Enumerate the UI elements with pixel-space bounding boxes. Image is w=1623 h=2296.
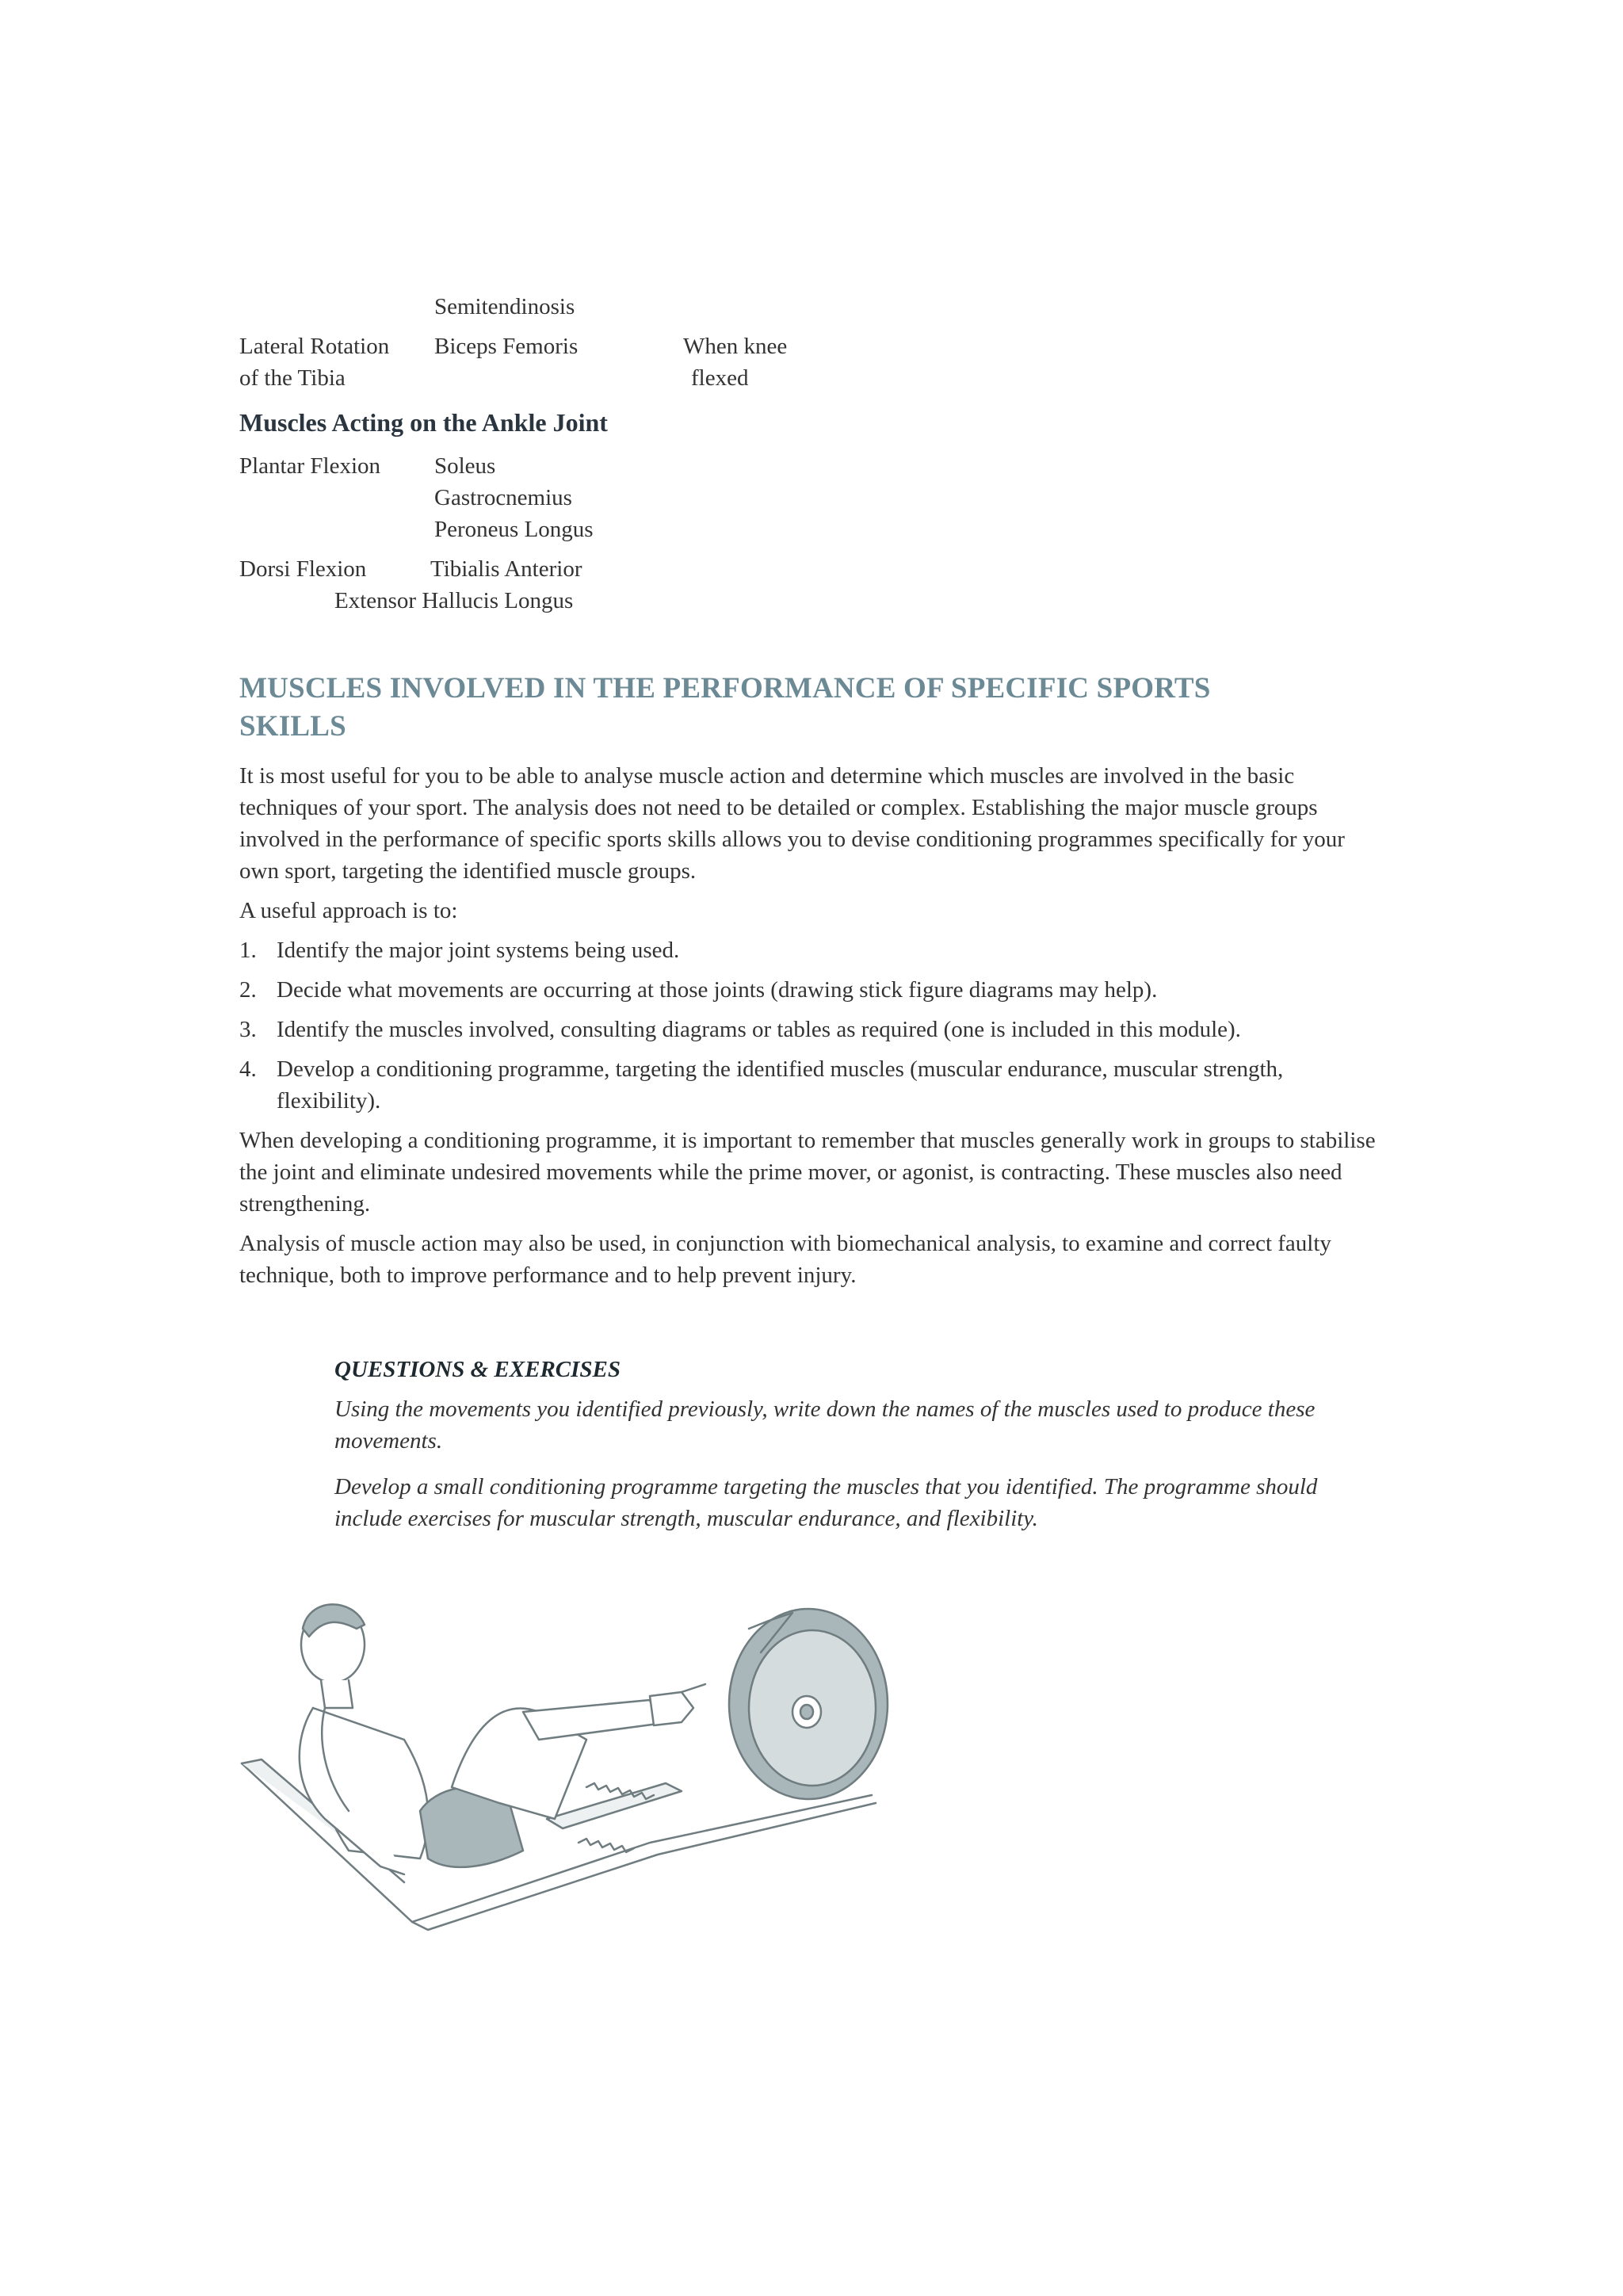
list-item-number: 2.: [239, 977, 257, 1003]
knee-muscle-semitendinosis: Semitendinosis: [434, 294, 575, 319]
list-item-number: 1.: [239, 938, 257, 963]
ankle-muscle-tibialis-anterior: Tibialis Anterior: [430, 556, 582, 582]
list-item: [239, 934, 1388, 966]
question-1: Using the movements you identified previously, write down the names of the muscles used to produce these movements.: [334, 1396, 1316, 1454]
ankle-muscle-extensor-hallucis-longus: Extensor Hallucis Longus: [334, 588, 574, 613]
list-item-text: Identify the muscles involved, consulting diagrams or tables as required (one is included in this module).: [277, 1017, 1241, 1042]
knee-note-line2: flexed: [691, 365, 749, 391]
section-heading-line1: MUSCLES INVOLVED IN THE PERFORMANCE OF SPECIFIC SPORTS: [239, 672, 1211, 705]
list-item: [239, 974, 1388, 1006]
knee-movement-lateral-rotation: Lateral Rotation: [239, 334, 390, 359]
question-2: Develop a small conditioning programme targeting the muscles that you identified. The programme should include exercises for muscular strength, muscular endurance, and flexibility.: [334, 1474, 1318, 1531]
list-item: [239, 1014, 1388, 1045]
questions-box: [334, 1354, 1365, 1549]
section-heading: [239, 670, 1211, 746]
list-item-text: Decide what movements are occurring at those joints (drawing stick figure diagrams may help).: [277, 977, 1158, 1003]
section-body: [239, 760, 1388, 1299]
list-item-number: 4.: [239, 1056, 257, 1082]
paragraph-approach-intro: A useful approach is to:: [239, 898, 458, 923]
knee-muscle-biceps-femoris: Biceps Femoris: [434, 334, 579, 359]
paragraph-intro: It is most useful for you to be able to analyse muscle action and determine which muscles are involved in the basic techniques of your sport. The analysis does not need to be detailed or complex. Establishing the major muscle groups involved in the performance of specific sports skills allows you to devise conditioning programmes specifically for your own sport, targeting the identified muscle groups.: [239, 763, 1345, 884]
ankle-muscle-soleus: Soleus: [434, 453, 496, 479]
ankle-muscle-peroneus-longus: Peroneus Longus: [434, 517, 594, 542]
ankle-subheading: Muscles Acting on the Ankle Joint: [239, 408, 608, 437]
paragraph-conditioning: When developing a conditioning programme, it is important to remember that muscles generally work in groups to stabilise the joint and eliminate undesired movements while the prime mover, or agonist, is contracting. These muscles also need strengthening.: [239, 1128, 1376, 1217]
list-item-text: Identify the major joint systems being used.: [277, 938, 680, 963]
section-heading-line2: SKILLS: [239, 710, 346, 743]
approach-steps-list: [239, 934, 1388, 1117]
list-item-text: Develop a conditioning programme, targeting the identified muscles (muscular endurance, muscular strength, flexibility).: [277, 1056, 1284, 1114]
list-item-number: 3.: [239, 1017, 257, 1042]
list-item: [239, 1053, 1388, 1117]
knee-movement-lateral-rotation-line2: of the Tibia: [239, 365, 346, 391]
paragraph-analysis: Analysis of muscle action may also be used, in conjunction with biomechanical analysis, to examine and correct faulty technique, both to improve performance and to help prevent injury.: [239, 1231, 1331, 1288]
ankle-movement-plantar-flexion: Plantar Flexion: [239, 453, 381, 479]
ankle-movement-dorsi-flexion: Dorsi Flexion: [239, 556, 367, 582]
questions-title: QUESTIONS & EXERCISES: [334, 1357, 621, 1382]
leg-press-illustration-icon: [238, 1581, 896, 1954]
ankle-muscle-gastrocnemius: Gastrocnemius: [434, 485, 572, 510]
knee-note: When knee: [683, 334, 788, 359]
